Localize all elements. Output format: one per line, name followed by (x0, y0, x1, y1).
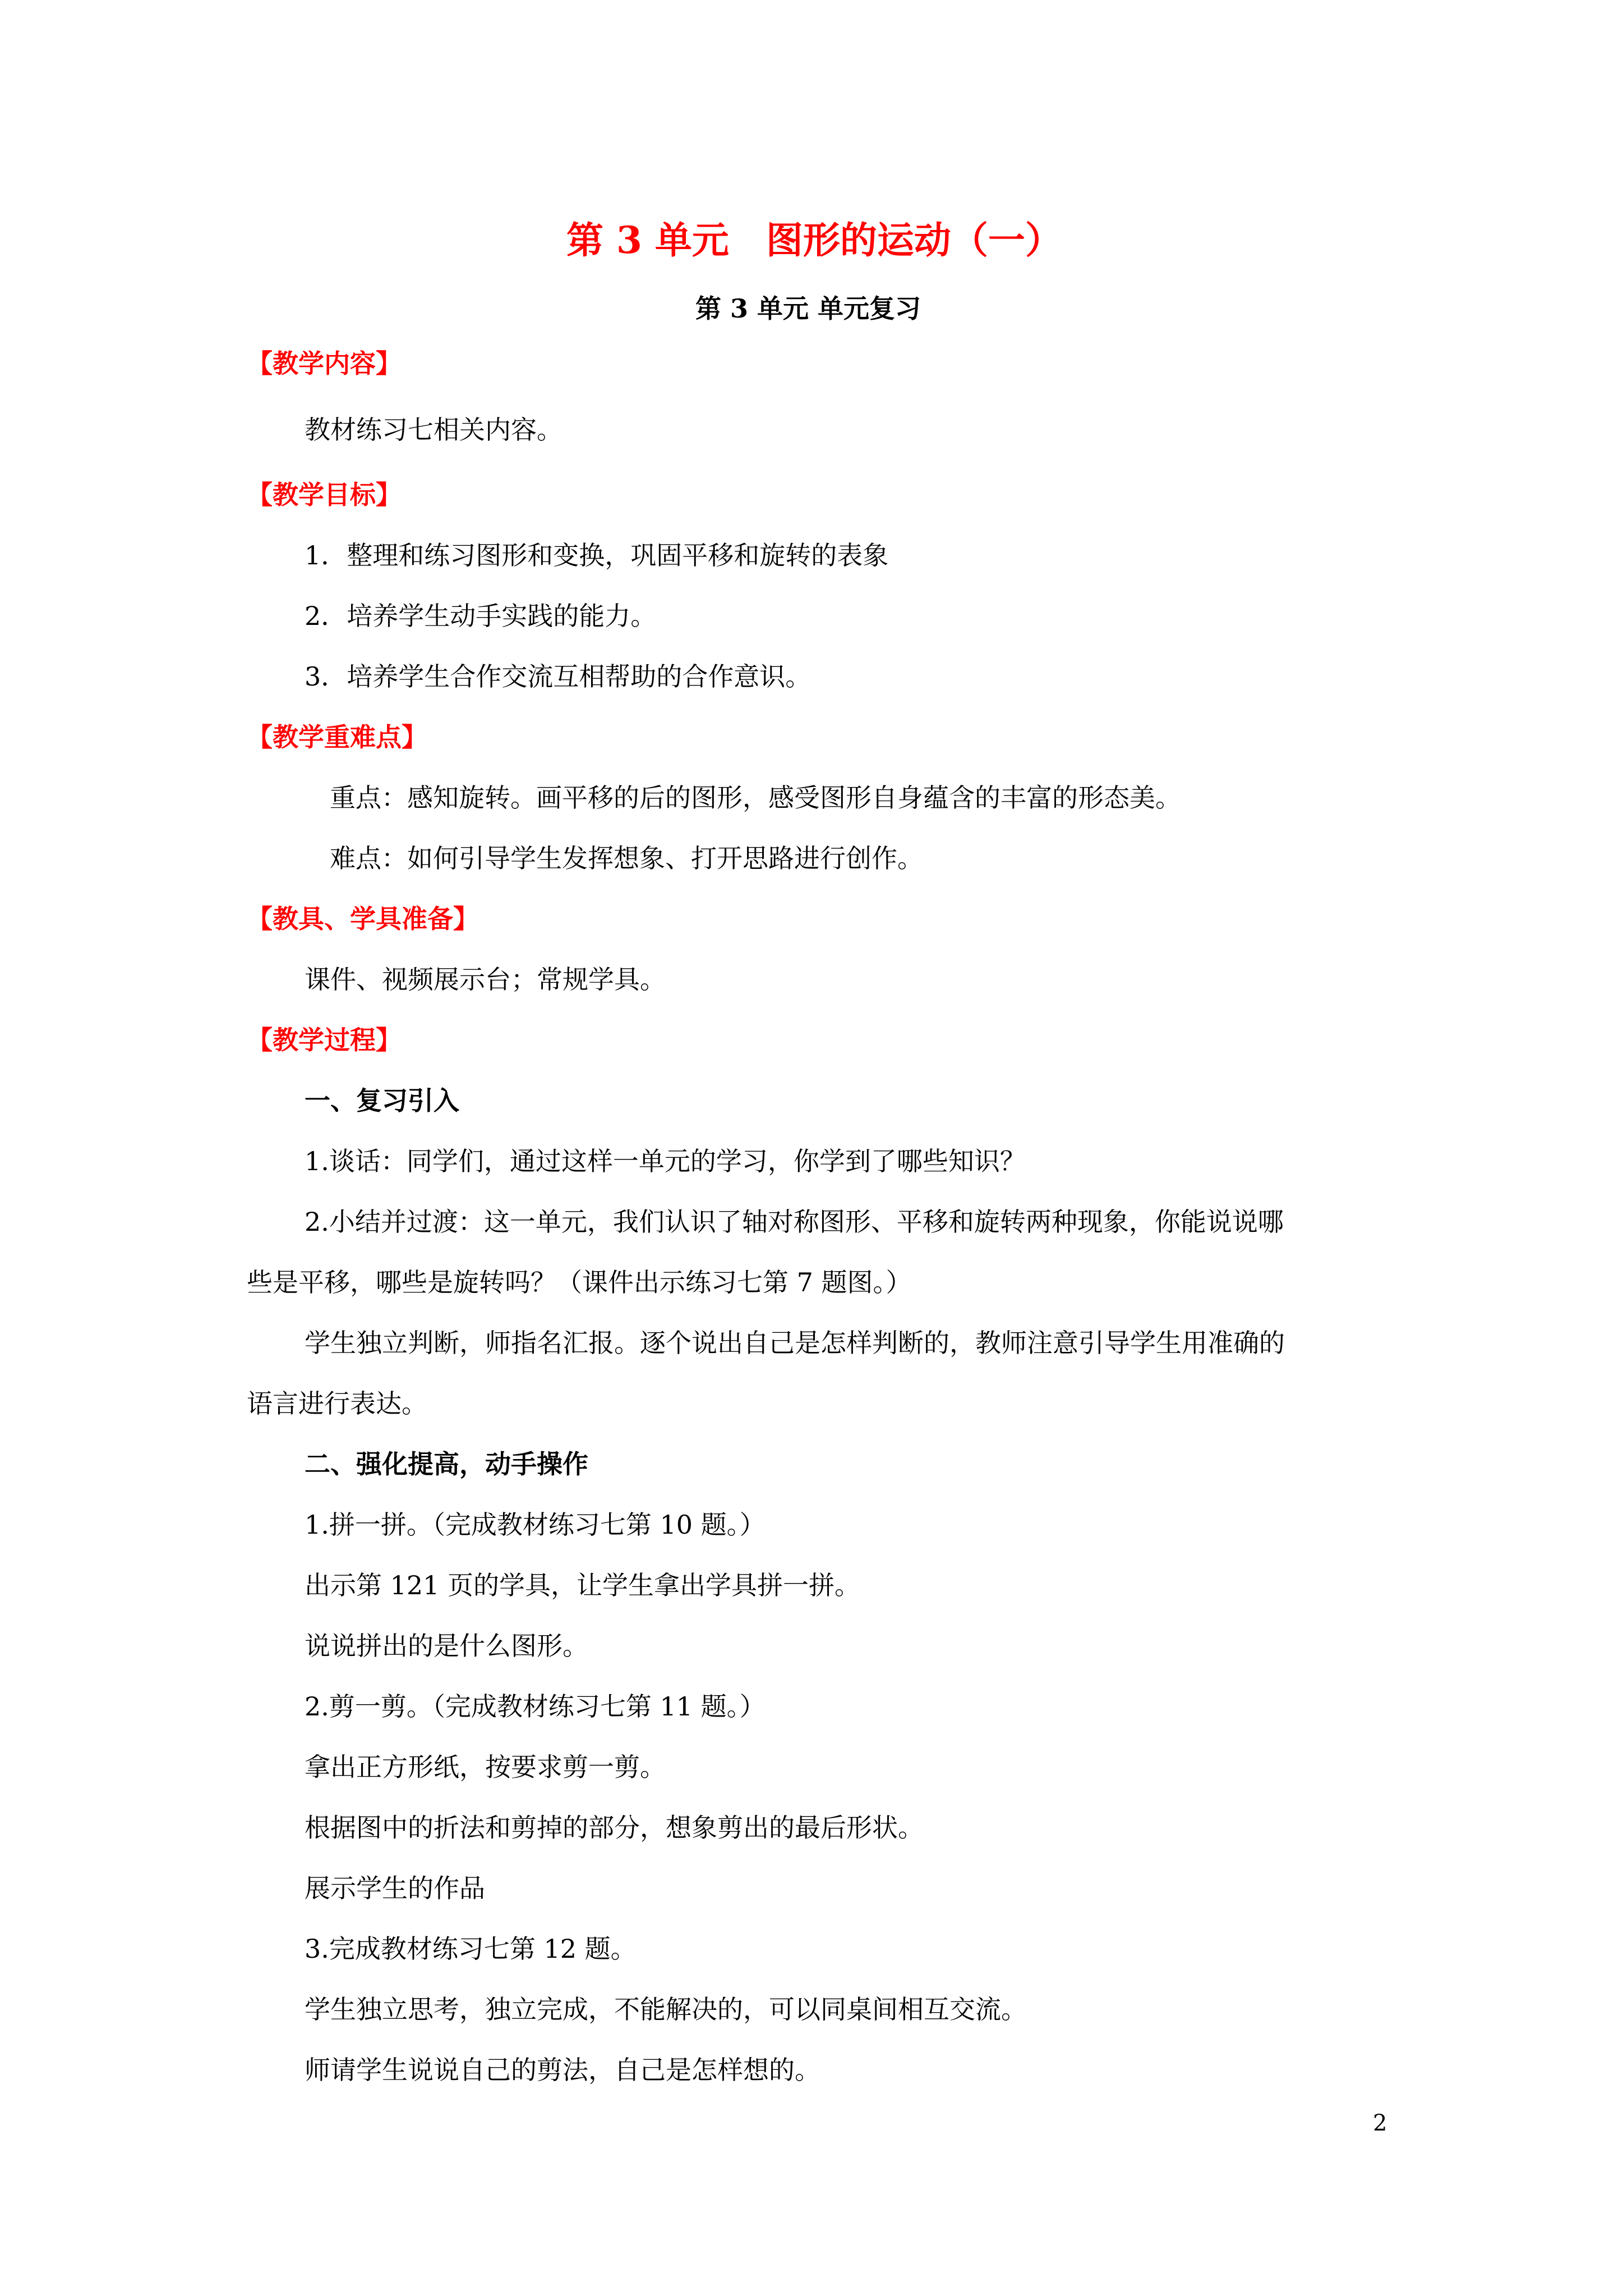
heading-tools: 【教具、学具准备】 (247, 904, 479, 934)
document-title: 第 3 单元 图形的运动（一） (566, 218, 1062, 262)
tools-text: 课件、视频展示台；常规学具。 (305, 964, 666, 995)
document-subtitle: 第 3 单元 单元复习 (695, 293, 921, 324)
paragraph: 2.小结并过渡：这一单元，我们认识了轴对称图形、平移和旋转两种现象，你能说说哪 (305, 1207, 1284, 1237)
heading-teaching-goals: 【教学目标】 (247, 480, 402, 510)
key-point-text: 重点：感知旋转。画平移的后的图形，感受图形自身蕴含的丰富的形态美。 (330, 783, 1181, 813)
paragraph: 3.完成教材练习七第 12 题。 (305, 1934, 637, 1964)
paragraph: 1.谈话：同学们，通过这样一单元的学习，你学到了哪些知识？ (305, 1146, 1026, 1176)
paragraph: 根据图中的折法和剪掉的部分，想象剪出的最后形状。 (305, 1812, 924, 1843)
process-part2-title: 二、强化提高，动手操作 (305, 1449, 588, 1479)
teaching-content-text: 教材练习七相关内容。 (305, 415, 562, 445)
process-part1-title: 一、复习引入 (305, 1085, 459, 1116)
paragraph: 出示第 121 页的学具，让学生拿出学具拼一拼。 (305, 1570, 861, 1600)
paragraph: 师请学生说说自己的剪法，自己是怎样想的。 (305, 2055, 820, 2085)
paragraph: 学生独立思考，独立完成，不能解决的，可以同桌间相互交流。 (305, 1994, 1027, 2024)
paragraph: 1.拼一拼。（完成教材练习七第 10 题。） (305, 1510, 766, 1540)
paragraph: 说说拼出的是什么图形。 (305, 1631, 588, 1661)
goal-item: 3．培养学生合作交流互相帮助的合作意识。 (305, 661, 811, 692)
page-number: 2 (1373, 2110, 1387, 2136)
heading-teaching-content: 【教学内容】 (247, 348, 402, 379)
difficult-point-text: 难点：如何引导学生发挥想象、打开思路进行创作。 (330, 843, 923, 873)
goal-item: 2．培养学生动手实践的能力。 (305, 601, 657, 631)
heading-key-points: 【教学重难点】 (247, 722, 427, 752)
paragraph: 展示学生的作品 (305, 1873, 485, 1903)
paragraph: 学生独立判断，师指名汇报。逐个说出自己是怎样判断的，教师注意引导学生用准确的 (305, 1328, 1285, 1358)
goal-item: 1．整理和练习图形和变换，巩固平移和旋转的表象 (305, 540, 889, 570)
heading-teaching-process: 【教学过程】 (247, 1025, 402, 1055)
paragraph: 拿出正方形纸，按要求剪一剪。 (305, 1752, 666, 1782)
paragraph-continued: 些是平移，哪些是旋转吗？（课件出示练习七第 7 题图。） (247, 1267, 912, 1297)
paragraph-continued: 语言进行表达。 (247, 1388, 427, 1419)
paragraph: 2.剪一剪。（完成教材练习七第 11 题。） (305, 1691, 766, 1722)
